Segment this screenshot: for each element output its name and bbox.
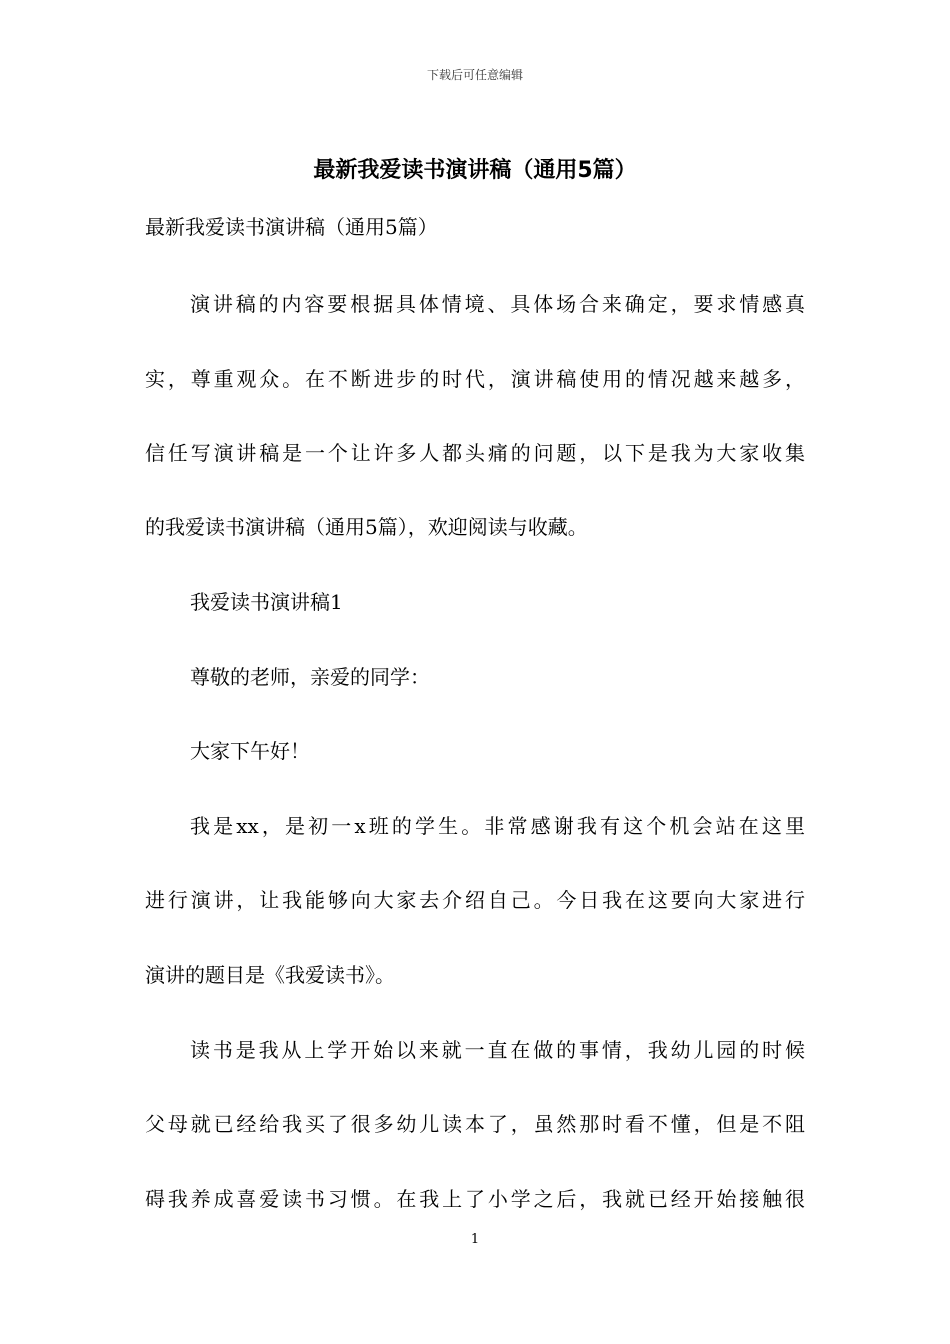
- page-header: 下载后可任意编辑: [426, 68, 523, 82]
- paragraph-line: 我是xx，是初一x班的学生。非常感谢我有这个机会站在这里: [190, 814, 805, 838]
- page-number: 1: [470, 1232, 480, 1247]
- paragraph-line: 父母就已经给我买了很多幼儿读本了，虽然那时看不懂，但是不阻: [145, 1112, 805, 1136]
- document-subtitle: 最新我爱读书演讲稿（通用5篇）: [145, 215, 438, 239]
- paragraph-line: 读书是我从上学开始以来就一直在做的事情，我幼儿园的时候: [190, 1038, 805, 1062]
- salutation-line: 尊敬的老师，亲爱的同学：: [190, 665, 430, 689]
- paragraph-line: 演讲稿的内容要根据具体情境、具体场合来确定，要求情感真: [190, 292, 805, 316]
- paragraph-line: 碍我养成喜爱读书习惯。在我上了小学之后，我就已经开始接触很: [145, 1187, 805, 1211]
- greeting-line: 大家下午好！: [190, 739, 310, 763]
- paragraph-line: 的我爱读书演讲稿（通用5篇），欢迎阅读与收藏。: [145, 515, 588, 539]
- section-heading: 我爱读书演讲稿1: [190, 590, 343, 614]
- paragraph-line: 演讲的题目是《我爱读书》。: [145, 963, 395, 987]
- document-title: 最新我爱读书演讲稿（通用5篇）: [313, 158, 637, 183]
- paragraph-line: 信任写演讲稿是一个让许多人都头痛的问题，以下是我为大家收集: [145, 441, 805, 465]
- paragraph-line: 进行演讲，让我能够向大家去介绍自己。今日我在这要向大家进行: [145, 888, 805, 912]
- paragraph-line: 实，尊重观众。在不断进步的时代，演讲稿使用的情况越来越多，: [145, 367, 805, 391]
